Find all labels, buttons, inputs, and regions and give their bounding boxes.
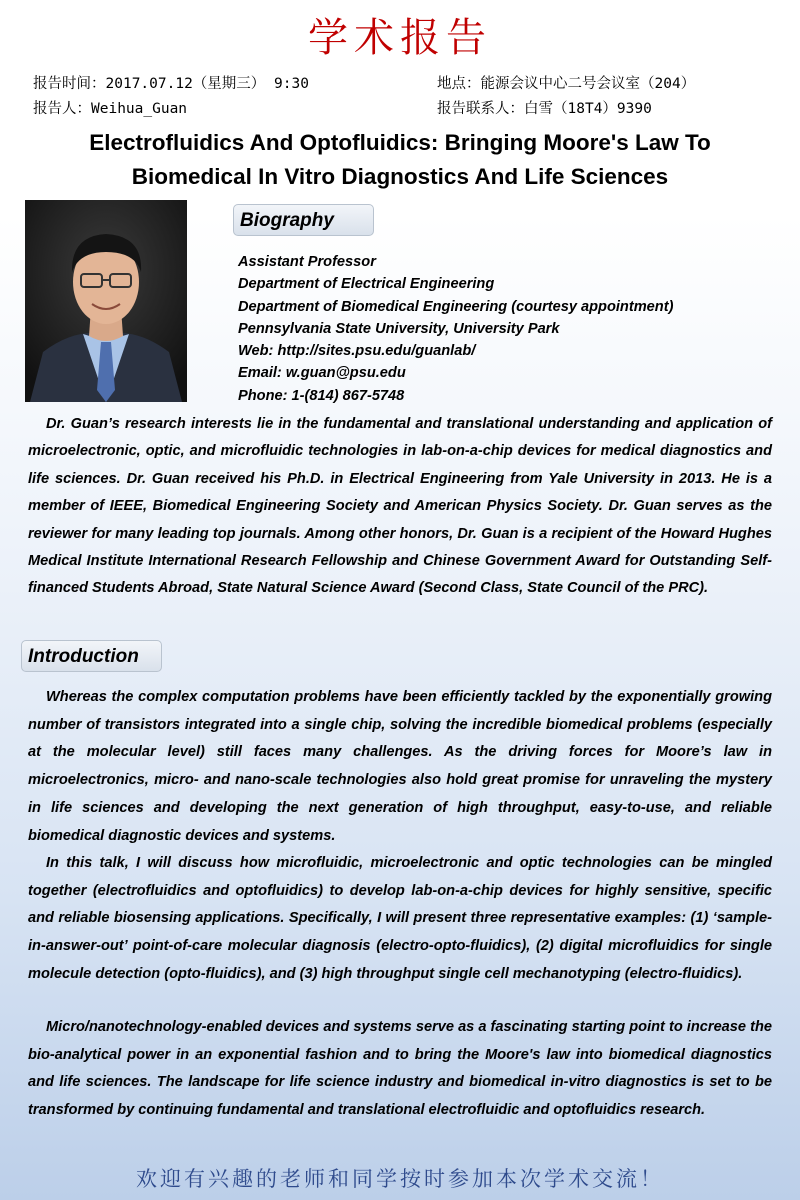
speaker-photo <box>25 200 187 402</box>
biography-details <box>238 251 673 407</box>
talk-location: 地点：能源会议中心二号会议室（204） <box>437 76 696 92</box>
bio-title: Assistant Professor <box>238 254 376 270</box>
talk-title <box>20 126 780 194</box>
talk-title-line-1: Electrofluidics And Optofluidics: Bringing Moore's Law To <box>89 130 711 155</box>
speaker-name: 报告人：Weihua_Guan <box>33 101 188 117</box>
bio-department-bme: Department of Biomedical Engineering (courtesy appointment) <box>238 298 674 315</box>
poster-title: 学术报告 <box>308 15 492 61</box>
bio-department-ee: Department of Electrical Engineering <box>238 276 495 293</box>
biography-paragraph: Dr. Guan’s research interests lie in the fundamental and translational understanding and application of microelectronic, optic, and microfluidic technologies in lab-on-a-chip devices for medical diagnostics and life sciences. Dr. Guan received his Ph.D. in Electrical Engineering from Yale University in 2013. He is a member of IEEE, Biomedical Engineering Society and American Physics Society. Dr. Guan serves as the reviewer for many leading top journals. Among other honors, Dr. Guan is a recipient of the Howard Hughes Medical Institute International Research Fellowship and Chinese Government Award for Outstanding Self-financed Students Abroad, State Natural Science Award (Second Class, State Council of the PRC). <box>28 416 772 597</box>
contact-person: 报告联系人：白雪（18T4）9390 <box>437 101 652 117</box>
bio-university: Pennsylvania State University, University Park <box>238 320 560 337</box>
biography-heading: Biography <box>233 204 374 236</box>
intro-paragraph-1: Whereas the complex computation problems have been efficiently tackled by the exponentially growing number of transistors integrated into a single chip, solving the incredible biomedical problems (especially at the molecular level) still faces many challenges. As the driving forces for Moore’s law in microelectronics, micro- and nano-scale technologies also hold great promise for unraveling the mystery in life sciences and developing the next generation of high throughput, easy-to-use, and reliable biomedical diagnostic devices and systems. <box>28 689 772 844</box>
bio-phone: Phone: 1-(814) 867-5748 <box>238 387 405 404</box>
speaker-portrait-icon <box>25 200 187 402</box>
talk-time: 报告时间：2017.07.12（星期三） 9:30 <box>33 76 309 92</box>
talk-title-line-2: Biomedical In Vitro Diagnostics And Life Sciences <box>131 164 669 189</box>
footer-invitation: 欢迎有兴趣的老师和同学按时参加本次学术交流！ <box>136 1167 664 1191</box>
intro-paragraph-3: Micro/nanotechnology-enabled devices and systems serve as a fascinating starting point to increase the bio-analytical power in an exponential fashion and to bring the Moore's law into biomedical diagnostics and life sciences. The landscape for life science industry and biomedical in-vitro diagnostics is set to be transformed by continuing fundamental and translational electrofluidic and optofluidics research. <box>28 1019 772 1119</box>
introduction-heading: Introduction <box>21 640 162 672</box>
intro-paragraph-2: In this talk, I will discuss how microfluidic, microelectronic and optic technologies can be mingled together (electrofluidics and optofluidics) to develop lab-on-a-chip devices for highly sensitive, specific and reliable biosensing applications. Specifically, I will present three representative examples: (1) ‘sample-in-answer-out’ point-of-care molecular diagnosis (electro-opto-fluidics), (2) digital microfluidics for single molecule detection (opto-fluidics), and (3) high throughput single cell mechanotyping (electro-fluidics). <box>28 855 772 982</box>
bio-web: Web: http://sites.psu.edu/guanlab/ <box>238 343 476 360</box>
bio-email: Email: w.guan@psu.edu <box>238 365 406 382</box>
